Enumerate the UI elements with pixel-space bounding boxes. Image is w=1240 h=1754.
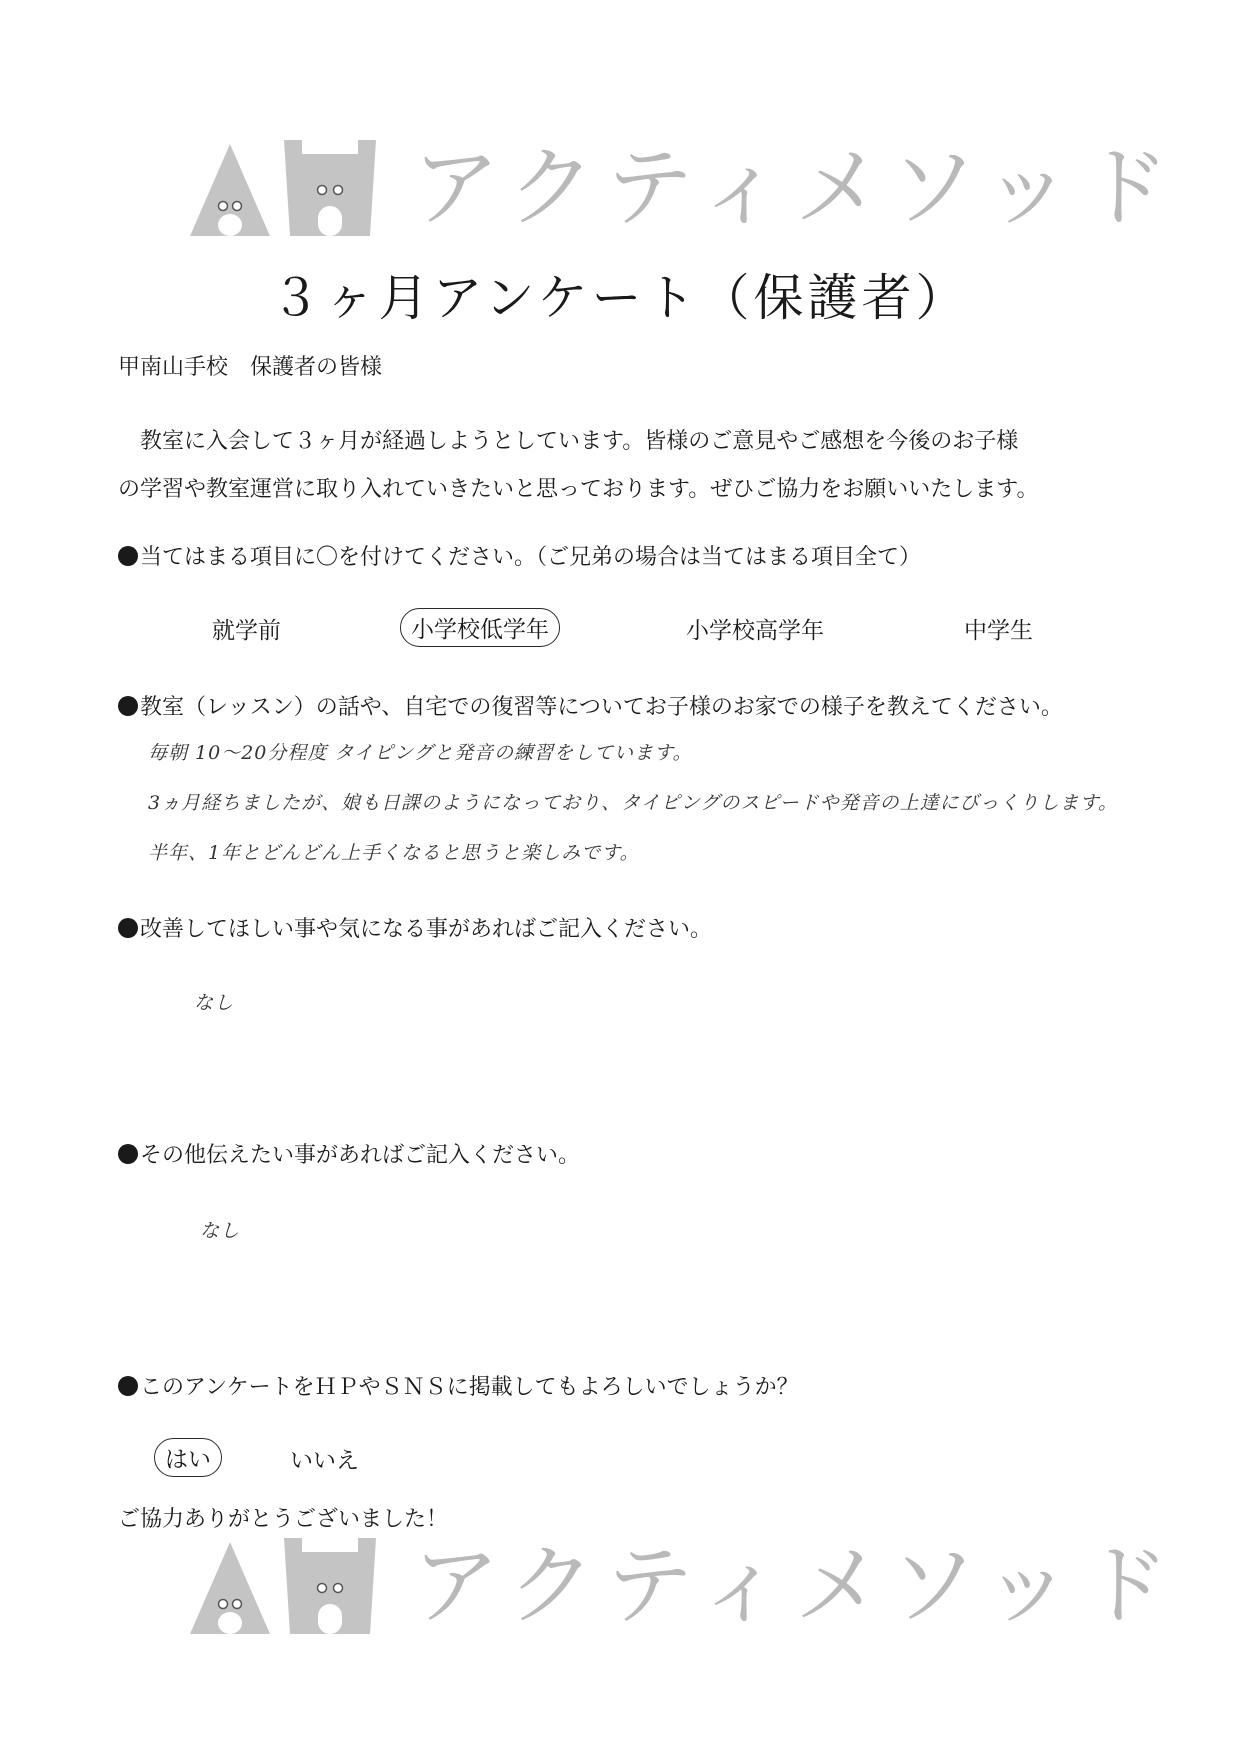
bullet-icon (118, 918, 138, 938)
handwritten-answer: なし (200, 1220, 241, 1242)
intro-paragraph (118, 418, 1148, 514)
closing-message: ご協力ありがとうございました！ (118, 1507, 449, 1532)
handwritten-answer-line: 半年、1年とどんどん上手くなると思うと楽しみです。 (148, 842, 640, 864)
bullet-icon (118, 1144, 138, 1164)
question-text: 教室（レッスン）の話や、自宅での復習等についてお子様のお家での様子を教えてください。 (140, 695, 1063, 720)
question-improvements (118, 912, 712, 943)
option-lower-elementary-selected[interactable]: 小学校低学年 (400, 608, 560, 647)
question-home-behavior (118, 690, 1063, 721)
option-preschool[interactable]: 就学前 (212, 618, 281, 644)
option-upper-elementary[interactable]: 小学校高学年 (686, 618, 824, 644)
logo-top (190, 136, 1180, 239)
question-text: 当てはまる項目に〇を付けてください。（ご兄弟の場合は当てはまる項目全て） (140, 545, 922, 570)
intro-line: の学習や教室運営に取り入れていきたいと思っております。ぜひご協力をお願いいたします。 (118, 477, 1039, 502)
question-text: その他伝えたい事があればご記入ください。 (140, 1143, 581, 1168)
option-yes-selected[interactable]: はい (154, 1438, 222, 1477)
page-title: ３ヶ月アンケート（保護者） (270, 269, 970, 327)
handwritten-answer-line: 毎朝 10～20分程度 タイピングと発音の練習をしています。 (148, 742, 693, 764)
question-text: 改善してほしい事や気になる事があればご記入ください。 (140, 917, 713, 942)
question-school-level (118, 540, 921, 571)
bullet-icon (118, 1376, 138, 1396)
bullet-icon (118, 696, 138, 716)
intro-line: 教室に入会して３ヶ月が経過しようとしています。皆様のご意見やご感想を今後のお子様 (118, 429, 1019, 454)
addressee: 甲南山手校 保護者の皆様 (118, 355, 383, 380)
question-publish-consent (118, 1370, 799, 1401)
option-no[interactable]: いいえ (290, 1448, 359, 1474)
logo-text: アクティメソッド (412, 136, 1180, 239)
handwritten-answer: なし (194, 992, 235, 1014)
handwritten-answer-line: 3ヵ月経ちましたが、娘も日課のようになっており、タイピングのスピードや発音の上達にびっくりします。 (148, 792, 1119, 814)
logo-text: アクティメソッド (412, 1534, 1180, 1637)
logo-mark-icon (190, 1538, 376, 1634)
bullet-icon (118, 546, 138, 566)
logo-mark-icon (190, 140, 376, 236)
question-text: このアンケートをＨＰやＳＮＳに掲載してもよろしいでしょうか？ (140, 1375, 799, 1400)
option-junior-high[interactable]: 中学生 (964, 618, 1033, 644)
question-other-comments (118, 1138, 580, 1169)
logo-bottom (190, 1534, 1180, 1637)
